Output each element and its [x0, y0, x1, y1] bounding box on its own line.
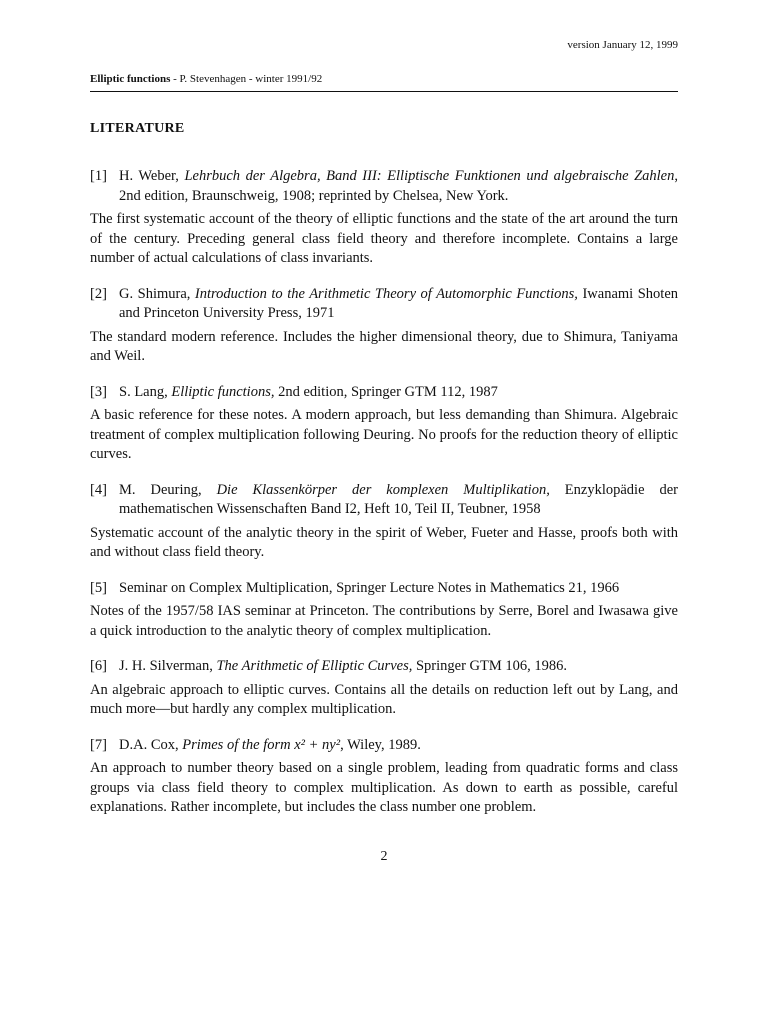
reference-number: [3] [90, 383, 107, 400]
running-head-author-term: - P. Stevenhagen - winter 1991/92 [170, 73, 323, 85]
version-date: version January 12, 1999 [567, 39, 678, 51]
reference-title: Introduction to the Arithmetic Theory of Automorphic Functions, [194, 285, 578, 302]
reference-description: The first systematic account of the theory of elliptic functions and the state of the art around the turn of the century. Preceding general class field theory and therefore incomplete. Contains a large number of actual calculations of class invariants. [90, 211, 678, 266]
reference-description: The standard modern reference. Includes the higher dimensional theory, due to Shimura, Taniyama and Weil. [90, 328, 678, 364]
reference-author: J. H. Silverman, [119, 658, 217, 674]
reference-entry [90, 285, 678, 367]
reference-author: D.A. Cox, [119, 736, 183, 753]
reference-publication: , Wiley, 1989. [340, 736, 421, 753]
reference-entry [90, 657, 678, 720]
reference-citation [90, 657, 678, 677]
reference-title: Lehrbuch der Algebra, Band III: Elliptische Funktionen und algebraische Zahlen [184, 168, 675, 184]
reference-title: Die Klassenkörper der komplexen Multiplikation, [216, 481, 550, 498]
reference-author: M. Deuring, [119, 481, 217, 498]
reference-publication: 2nd edition, Springer GTM 112, 1987 [274, 383, 498, 400]
header-rule [90, 91, 678, 92]
running-head [90, 73, 322, 85]
reference-author: H. Weber, [119, 168, 185, 184]
reference-entry [90, 481, 678, 563]
reference-citation [90, 736, 678, 756]
reference-publication: Iwanami Shoten and Princeton University Press, 1971 [119, 285, 678, 321]
reference-entry [90, 383, 678, 465]
reference-citation [90, 579, 678, 599]
reference-entry [90, 579, 678, 642]
section-title: LITERATURE [90, 121, 185, 136]
reference-publication: Springer GTM 106, 1986. [412, 658, 568, 674]
reference-description: Systematic account of the analytic theory in the spirit of Weber, Fueter and Hasse, proofs both with and without class field theory. [90, 524, 678, 560]
reference-number: [2] [90, 285, 107, 302]
reference-author: G. Shimura, [119, 285, 195, 302]
reference-description: An approach to number theory based on a single problem, leading from quadratic forms and class groups via class field theory to complex multiplication. As down to earth as possible, careful explanations. Rather incomplete, but includes the class number one problem. [90, 760, 678, 815]
reference-list [90, 167, 678, 834]
running-head-course: Elliptic functions [90, 73, 171, 85]
reference-number: [5] [90, 579, 107, 596]
page-number: 2 [380, 849, 388, 864]
reference-number: [7] [90, 736, 107, 753]
reference-publication: , 2nd edition, Braunschweig, 1908; reprinted by Chelsea, New York. [119, 168, 678, 204]
reference-citation [90, 481, 678, 520]
reference-entry [90, 736, 678, 818]
reference-title: Primes of the form x² + ny² [182, 736, 341, 753]
reference-author: S. Lang, [119, 383, 172, 400]
reference-citation [90, 285, 678, 324]
reference-entry [90, 167, 678, 269]
reference-citation [90, 383, 678, 403]
reference-number: [1] [90, 168, 107, 184]
reference-description: An algebraic approach to elliptic curves. Contains all the details on reduction left out by Lang, and much more—but hardly any complex multiplication. [90, 681, 678, 717]
reference-citation [90, 167, 678, 206]
reference-author: Seminar on Complex Multiplication, Springer Lecture Notes in Mathematics 21, 1966 [119, 579, 620, 596]
reference-description: Notes of the 1957/58 IAS seminar at Princeton. The contributions by Serre, Borel and Iwasawa give a quick introduction to the analytic theory of complex multiplication. [90, 603, 678, 639]
document-page [90, 0, 678, 1024]
reference-title: The Arithmetic of Elliptic Curves, [216, 658, 413, 674]
reference-number: [4] [90, 481, 107, 498]
reference-number: [6] [90, 658, 107, 674]
reference-publication: Enzyklopädie der mathematischen Wissenschaften Band I2, Heft 10, Teil II, Teubner, 1958 [119, 481, 678, 517]
reference-description: A basic reference for these notes. A modern approach, but less demanding than Shimura. Algebraic treatment of complex multiplication following Deuring. No proofs for the reduction theory of elliptic curves. [90, 407, 678, 462]
reference-title: Elliptic functions, [171, 383, 275, 400]
